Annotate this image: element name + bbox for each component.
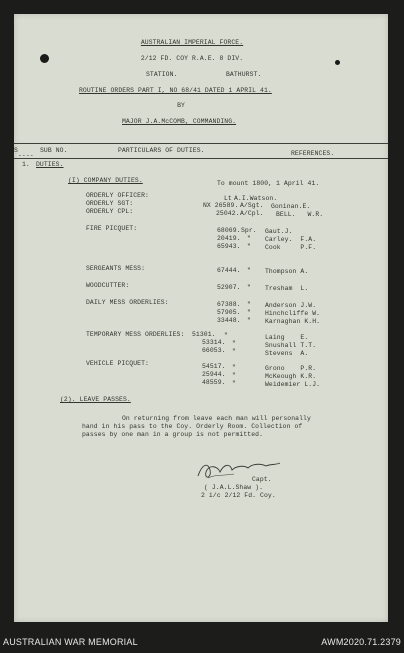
- row-rank: A.I.Watson.: [234, 195, 278, 202]
- row-num: 25042.: [216, 210, 240, 217]
- row-num: 66053.: [202, 347, 226, 354]
- row-rank: ": [247, 243, 251, 250]
- row-rank: ": [247, 284, 251, 291]
- row-num: 48559.: [202, 379, 226, 386]
- row-label: TEMPORARY MESS ORDERLIES:: [86, 331, 185, 338]
- row-name: Goninan.E.: [271, 203, 311, 210]
- row-rank: ": [232, 364, 236, 371]
- row-num: 67388.: [217, 301, 241, 308]
- row-num: 54517.: [202, 363, 226, 370]
- row-rank: A/Sgt.: [240, 202, 264, 209]
- row-name: McKeough K.R.: [265, 373, 317, 380]
- row-name: Stevens A.: [265, 350, 309, 357]
- row-name: BELL. W.R.: [276, 211, 324, 218]
- row-label: ORDERLY SGT:: [86, 200, 134, 207]
- signature-name: ( J.A.L.Shaw ).: [204, 484, 264, 491]
- row-rank: ": [232, 380, 236, 387]
- row-label: WOODCUTTER:: [86, 282, 130, 289]
- row-label: SERGEANTS MESS:: [86, 265, 146, 272]
- row-num: 53314.: [202, 339, 226, 346]
- row-rank: ": [232, 372, 236, 379]
- punch-hole-small: [335, 60, 340, 65]
- column-particulars: PARTICULARS OF DUTIES.: [118, 147, 205, 154]
- punch-hole: [40, 54, 49, 63]
- row-label: ORDERLY CPL:: [86, 208, 134, 215]
- leave-passes-text: passes by one man in a group is not permitted.: [82, 431, 264, 438]
- header-routine-orders: ROUTINE ORDERS PART I, NO 68/41 DATED 1 APRIL 41.: [79, 87, 272, 94]
- row-rank: ": [224, 332, 228, 339]
- row-num: 51301.: [192, 331, 216, 338]
- row-name: Hinchcliffe W.: [265, 310, 321, 317]
- company-duties-label: (I) COMPANY DUTIES.: [68, 177, 143, 184]
- row-num: 57905.: [217, 309, 241, 316]
- leave-passes-label: (2). LEAVE PASSES.: [60, 396, 131, 403]
- row-num: 65943.: [217, 243, 241, 250]
- footer-accession-id: AWM2020.71.2379: [321, 637, 401, 647]
- section-dash: ----: [18, 152, 34, 159]
- header-unit: 2/12 FD. COY R.A.E. 8 DIV.: [140, 55, 244, 62]
- row-rank: ": [232, 348, 236, 355]
- row-name: Snushall T.T.: [265, 342, 317, 349]
- row-name: Cook P.F.: [265, 244, 317, 251]
- company-duties-mount: To mount 1800, 1 April 41.: [217, 180, 320, 187]
- row-label: FIRE PICQUET:: [86, 225, 138, 232]
- row-num: 25944.: [202, 371, 226, 378]
- row-label: VEHICLE PICQUET:: [86, 360, 149, 367]
- row-rank: ": [247, 309, 251, 316]
- header-station-value: BATHURST.: [226, 71, 262, 78]
- row-label: ORDERLY OFFICER:: [86, 192, 149, 199]
- header-station-label: STATION.: [146, 71, 178, 78]
- row-name: Thompson A.: [265, 268, 309, 275]
- row-num: 67444.: [217, 267, 241, 274]
- row-name: Gaut.J.: [265, 228, 293, 235]
- row-rank: ": [247, 267, 251, 274]
- section-number: 1.: [22, 161, 30, 168]
- leave-passes-text: hand in his pass to the Coy. Orderly Room. Collection of: [82, 423, 303, 430]
- row-num: Lt: [224, 195, 232, 202]
- row-label: DAILY MESS ORDERLIES:: [86, 299, 169, 306]
- row-num: 33448.: [217, 317, 241, 324]
- row-rank: ": [247, 235, 251, 242]
- section-title: DUTIES.: [36, 161, 64, 168]
- row-name: Weidemier L.J.: [265, 381, 321, 388]
- row-num: 20419.: [217, 235, 241, 242]
- row-num: 52907.: [217, 284, 241, 291]
- column-references: REFERENCES.: [291, 150, 335, 157]
- row-name: Tresham L.: [265, 285, 309, 292]
- signature-rank: Capt.: [252, 476, 272, 483]
- row-rank: A/Cpl.: [240, 210, 264, 217]
- footer-source: AUSTRALIAN WAR MEMORIAL: [3, 637, 138, 647]
- signature-unit: 2 i/c 2/12 Fd. Coy.: [201, 492, 276, 499]
- row-num: 68069.: [217, 227, 241, 234]
- header-title: AUSTRALIAN IMPERIAL FORCE.: [140, 39, 244, 46]
- document-page: [14, 14, 388, 622]
- row-rank: ": [247, 317, 251, 324]
- row-name: Laing E.: [265, 334, 309, 341]
- row-name: Karnaghan K.H.: [265, 318, 321, 325]
- row-rank: ": [232, 340, 236, 347]
- column-sub-no: SUB NO.: [40, 147, 68, 154]
- row-rank: Spr.: [241, 227, 257, 234]
- header-by: BY: [177, 102, 185, 109]
- row-name: Carley. F.A.: [265, 236, 317, 243]
- header-commanding: MAJOR J.A.McCOMB, COMMANDING.: [122, 118, 237, 125]
- column-s: S: [14, 147, 18, 154]
- leave-passes-text: On returning from leave each man will personally: [122, 415, 311, 422]
- column-rule-top: [14, 143, 388, 144]
- row-num: NX 26589.: [203, 202, 239, 209]
- row-rank: ": [247, 301, 251, 308]
- row-name: Anderson J.W.: [265, 302, 317, 309]
- handwritten-signature: [192, 454, 292, 482]
- column-rule-bottom: [14, 158, 388, 159]
- row-name: Grono P.R.: [265, 365, 317, 372]
